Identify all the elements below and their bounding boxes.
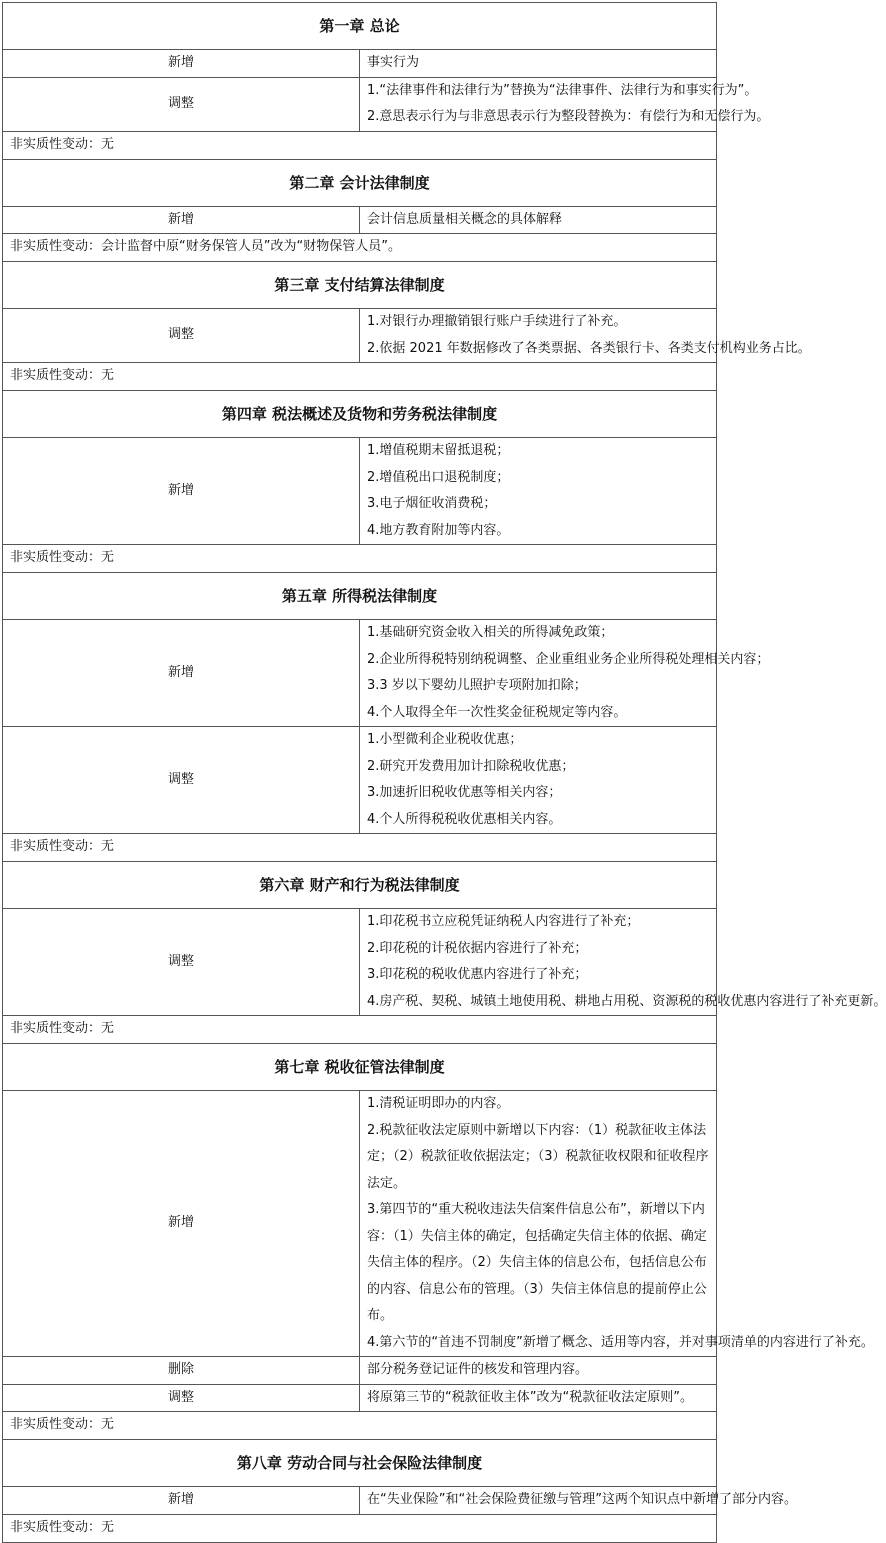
note-label: 非实质性变动： <box>10 368 102 384</box>
chapter-row <box>3 862 717 909</box>
content-line: 部分税务登记证件的核发和管理内容。 <box>367 1362 589 1377</box>
change-content <box>360 438 717 545</box>
note-row <box>3 234 717 262</box>
note-row <box>3 1514 717 1542</box>
chapter-title: 第七章 税收征管法律制度 <box>3 1044 717 1091</box>
content-line: 1.增值税期末留抵退税； <box>367 443 510 458</box>
change-type: 调整 <box>3 1384 360 1412</box>
change-content <box>360 1384 717 1412</box>
chapter-title: 第四章 税法概述及货物和劳务税法律制度 <box>3 391 717 438</box>
content-line: 2.意思表示行为与非意思表示行为整段替换为：有偿行为和无偿行为。 <box>367 109 770 124</box>
note-row <box>3 131 717 159</box>
content-line: 1.小型微利企业税收优惠； <box>367 732 523 747</box>
note-label: 非实质性变动： <box>10 550 102 566</box>
content-line: 2.研究开发费用加计扣除税收优惠； <box>367 758 575 774</box>
note-value: 无 <box>101 1417 115 1433</box>
note-cell <box>3 131 717 159</box>
change-type: 新增 <box>3 206 360 234</box>
note-label: 非实质性变动： <box>10 839 102 855</box>
content-line: 4.个人取得全年一次性奖金征税规定等内容。 <box>367 704 627 720</box>
change-row <box>3 309 717 363</box>
chapter-title: 第三章 支付结算法律制度 <box>3 262 717 309</box>
change-row <box>3 727 717 834</box>
content-line: 4.地方教育附加等内容。 <box>367 522 510 538</box>
content-line: 2.税款征收法定原则中新增以下内容：（1）税款征收主体法定；（2）税款征收依据法定；（3）税款征收权限和征收程序法定。 <box>367 1122 709 1191</box>
content-line: 4.个人所得税税收优惠相关内容。 <box>367 811 562 827</box>
change-content <box>360 1357 717 1385</box>
change-row <box>3 206 717 234</box>
note-value: 无 <box>101 1021 115 1037</box>
content-line: 2.依据 2021 年数据修改了各类票据、各类银行卡、各类支付机构业务占比。 <box>367 340 811 356</box>
change-row <box>3 77 717 131</box>
change-row <box>3 50 717 78</box>
change-row <box>3 1091 717 1357</box>
chapter-row <box>3 573 717 620</box>
note-label: 非实质性变动： <box>10 239 102 255</box>
note-label: 非实质性变动： <box>10 1021 102 1037</box>
change-type: 新增 <box>3 50 360 78</box>
note-cell <box>3 1412 717 1440</box>
note-row <box>3 545 717 573</box>
content-line: 2.印花税的计税依据内容进行了补充； <box>367 940 588 956</box>
note-row <box>3 1016 717 1044</box>
chapter-row <box>3 1044 717 1091</box>
note-cell <box>3 1514 717 1542</box>
note-cell <box>3 363 717 391</box>
chapter-title: 第一章 总论 <box>3 3 717 50</box>
change-content <box>360 1091 874 1357</box>
change-content <box>360 727 717 834</box>
content-line: 3.印花税的税收优惠内容进行了补充； <box>367 967 588 982</box>
change-row <box>3 1384 717 1412</box>
content-line: 3.加速折旧税收优惠等相关内容； <box>367 785 562 800</box>
change-content <box>360 309 811 363</box>
change-type: 调整 <box>3 309 360 363</box>
content-line: 1.对银行办理撤销银行账户手续进行了补充。 <box>367 314 627 329</box>
note-value: 无 <box>101 1519 115 1535</box>
change-content <box>360 1487 797 1515</box>
content-line: 1.“法律事件和法律行为”替换为“法律事件、法律行为和事实行为”。 <box>367 82 758 98</box>
content-line: 2.企业所得税特别纳税调整、企业重组业务企业所得税处理相关内容； <box>367 651 770 667</box>
change-content <box>360 77 770 131</box>
change-type: 调整 <box>3 77 360 131</box>
chapter-title: 第二章 会计法律制度 <box>3 159 717 206</box>
chapter-row <box>3 159 717 206</box>
content-line: 1.印花税书立应税凭证纳税人内容进行了补充； <box>367 914 640 929</box>
chapter-title: 第五章 所得税法律制度 <box>3 573 717 620</box>
change-content <box>360 50 717 78</box>
note-value: 无 <box>101 368 115 384</box>
chapter-title: 第六章 财产和行为税法律制度 <box>3 862 717 909</box>
change-type: 新增 <box>3 1487 360 1515</box>
change-type: 调整 <box>3 727 360 834</box>
note-value: 无 <box>101 136 115 152</box>
chapter-row <box>3 3 717 50</box>
note-value: 无 <box>101 550 115 566</box>
change-content <box>360 909 886 1016</box>
note-row <box>3 1412 717 1440</box>
content-line: 3.3 岁以下婴幼儿照护专项附加扣除； <box>367 678 587 693</box>
content-line: 1.基础研究资金收入相关的所得减免政策； <box>367 625 614 640</box>
note-value: 无 <box>101 839 115 855</box>
note-cell <box>3 1016 717 1044</box>
content-line: 在“失业保险”和“社会保险费征缴与管理”这两个知识点中新增了部分内容。 <box>367 1492 797 1507</box>
note-label: 非实质性变动： <box>10 136 102 152</box>
change-row <box>3 909 717 1016</box>
note-row <box>3 834 717 862</box>
chapter-row <box>3 1440 717 1487</box>
note-label: 非实质性变动： <box>10 1519 102 1535</box>
content-line: 3.电子烟征收消费税； <box>367 496 497 511</box>
document <box>2 2 886 1543</box>
change-type: 新增 <box>3 620 360 727</box>
change-type: 新增 <box>3 438 360 545</box>
content-line: 将原第三节的“税款征收主体”改为“税款征收法定原则”。 <box>367 1389 693 1405</box>
content-line: 事实行为 <box>367 55 420 70</box>
change-row <box>3 438 717 545</box>
chapter-title: 第八章 劳动合同与社会保险法律制度 <box>3 1440 717 1487</box>
change-row <box>3 1487 717 1515</box>
change-row <box>3 620 717 727</box>
change-type: 新增 <box>3 1091 360 1357</box>
note-cell <box>3 545 717 573</box>
table-body <box>3 3 886 1543</box>
change-content <box>360 620 770 727</box>
content-line: 3.第四节的“重大税收违法失信案件信息公布”，新增以下内容：（1）失信主体的确定，包括确定失信主体的依据、确定失信主体的程序。（2）失信主体的信息公布，包括信息公布的内容、信息公布的管理。（3）失信主体信息的提前停止公布。 <box>367 1202 707 1323</box>
note-label: 非实质性变动： <box>10 1417 102 1433</box>
change-table <box>2 2 886 1543</box>
note-cell <box>3 234 717 262</box>
change-type: 调整 <box>3 909 360 1016</box>
content-line: 会计信息质量相关概念的具体解释 <box>367 211 563 227</box>
note-value: 会计监督中原“财务保管人员”改为“财物保管人员”。 <box>101 239 401 255</box>
chapter-row <box>3 391 717 438</box>
content-line: 4.第六节的“首违不罚制度”新增了概念、适用等内容，并对事项清单的内容进行了补充。 <box>367 1334 874 1350</box>
note-row <box>3 363 717 391</box>
change-type: 删除 <box>3 1357 360 1385</box>
content-line: 2.增值税出口退税制度； <box>367 469 510 485</box>
change-row <box>3 1357 717 1385</box>
note-cell <box>3 834 717 862</box>
content-line: 4.房产税、契税、城镇土地使用税、耕地占用税、资源税的税收优惠内容进行了补充更新。 <box>367 993 886 1009</box>
change-content <box>360 206 717 234</box>
chapter-row <box>3 262 717 309</box>
content-line: 1.清税证明即办的内容。 <box>367 1096 510 1111</box>
